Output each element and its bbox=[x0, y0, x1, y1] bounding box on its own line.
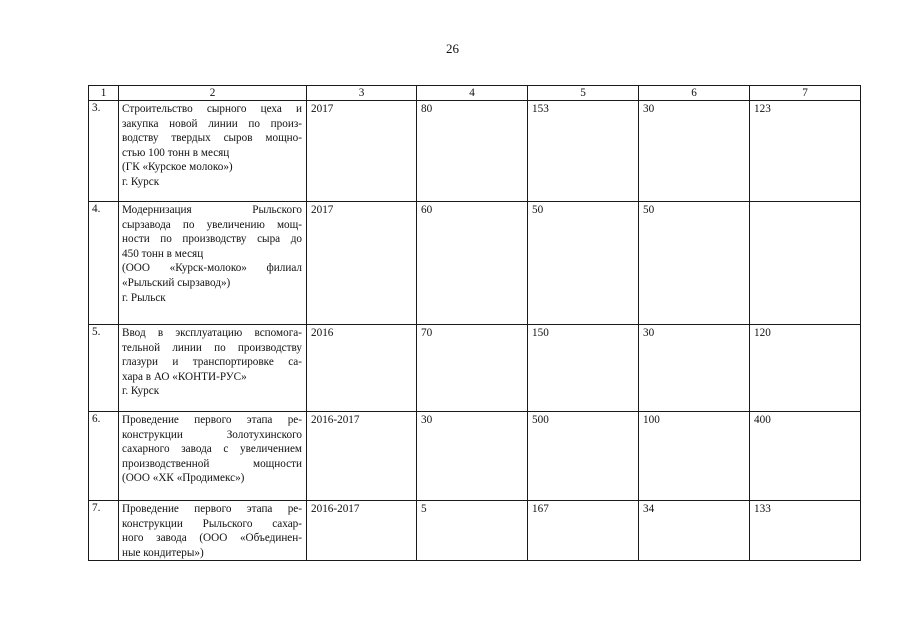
project-description bbox=[119, 501, 307, 561]
description-line: производственной мощности bbox=[122, 457, 302, 470]
description-line: (ООО «Курск-молоко» филиал bbox=[122, 262, 302, 275]
cell-col7: 120 bbox=[750, 325, 861, 412]
cell-col4: 70 bbox=[417, 325, 528, 412]
row-number: 5. bbox=[89, 325, 119, 412]
cell-col7: 133 bbox=[750, 501, 861, 561]
project-year: 2017 bbox=[307, 101, 417, 202]
table-row bbox=[89, 101, 861, 202]
page-number: 26 bbox=[446, 41, 459, 56]
table-row bbox=[89, 325, 861, 412]
cell-col6: 100 bbox=[639, 412, 750, 501]
description-line: стью 100 тонн в месяц bbox=[122, 146, 230, 159]
row-number: 6. bbox=[89, 412, 119, 501]
table-row bbox=[89, 412, 861, 501]
description-line: Проведение первого этапа ре- bbox=[122, 414, 302, 426]
cell-col6: 30 bbox=[639, 101, 750, 202]
project-year: 2016-2017 bbox=[307, 501, 417, 561]
description-line: (ООО «ХК «Продимекс») bbox=[122, 472, 245, 485]
cell-col6: 30 bbox=[639, 325, 750, 412]
description-line: конструкции Рыльского сахар- bbox=[122, 517, 302, 530]
description-line: ности по производству сыра до bbox=[122, 233, 302, 246]
project-description bbox=[119, 202, 307, 325]
description-line: водству твердых сыров мощно- bbox=[122, 132, 302, 145]
description-line: ного завода (ООО «Объединен- bbox=[122, 532, 302, 545]
cell-col5: 153 bbox=[528, 101, 639, 202]
project-description bbox=[119, 101, 307, 202]
project-year: 2016 bbox=[307, 325, 417, 412]
column-header-2: 2 bbox=[119, 86, 307, 101]
description-line: Проведение первого этапа ре- bbox=[122, 503, 302, 515]
investment-projects-table bbox=[88, 85, 861, 561]
description-line: конструкции Золотухинского bbox=[122, 428, 302, 441]
description-line: «Рыльский сырзавод») bbox=[122, 276, 231, 289]
cell-col7 bbox=[750, 202, 861, 325]
cell-col5: 167 bbox=[528, 501, 639, 561]
cell-col4: 60 bbox=[417, 202, 528, 325]
row-number: 3. bbox=[89, 101, 119, 202]
row-number: 4. bbox=[89, 202, 119, 325]
column-header-4: 4 bbox=[417, 86, 528, 101]
description-line: ные кондитеры») bbox=[122, 546, 204, 559]
cell-col4: 80 bbox=[417, 101, 528, 202]
cell-col4: 30 bbox=[417, 412, 528, 501]
cell-col4: 5 bbox=[417, 501, 528, 561]
row-number: 7. bbox=[89, 501, 119, 561]
project-description bbox=[119, 325, 307, 412]
description-line: 450 тонн в месяц bbox=[122, 247, 204, 260]
description-line: (ГК «Курское молоко») bbox=[122, 161, 233, 174]
cell-col5: 150 bbox=[528, 325, 639, 412]
cell-col7: 123 bbox=[750, 101, 861, 202]
cell-col6: 50 bbox=[639, 202, 750, 325]
description-line: г. Курск bbox=[122, 385, 160, 398]
description-line: г. Рыльск bbox=[122, 291, 166, 304]
table-row bbox=[89, 501, 861, 561]
description-line: Ввод в эксплуатацию вспомога- bbox=[122, 327, 302, 339]
cell-col6: 34 bbox=[639, 501, 750, 561]
cell-col5: 500 bbox=[528, 412, 639, 501]
description-line: сахарного завода с увеличением bbox=[122, 443, 302, 456]
column-header-1: 1 bbox=[89, 86, 119, 101]
project-year: 2016-2017 bbox=[307, 412, 417, 501]
cell-col7: 400 bbox=[750, 412, 861, 501]
column-header-5: 5 bbox=[528, 86, 639, 101]
description-line: г. Курск bbox=[122, 175, 160, 188]
description-line: хара в АО «КОНТИ-РУС» bbox=[122, 370, 247, 383]
project-year: 2017 bbox=[307, 202, 417, 325]
column-header-7: 7 bbox=[750, 86, 861, 101]
description-line: Строительство сырного цеха и bbox=[122, 103, 302, 115]
column-header-6: 6 bbox=[639, 86, 750, 101]
description-line: Модернизация Рыльского bbox=[122, 204, 302, 216]
cell-col5: 50 bbox=[528, 202, 639, 325]
column-header-3: 3 bbox=[307, 86, 417, 101]
project-description bbox=[119, 412, 307, 501]
description-line: сырзавода по увеличению мощ- bbox=[122, 218, 302, 231]
description-line: тельной линии по производству bbox=[122, 341, 302, 354]
table-header-row bbox=[89, 86, 861, 101]
description-line: глазури и транспортировке са- bbox=[122, 356, 302, 369]
description-line: закупка новой линии по произ- bbox=[122, 117, 302, 130]
table-row bbox=[89, 202, 861, 325]
